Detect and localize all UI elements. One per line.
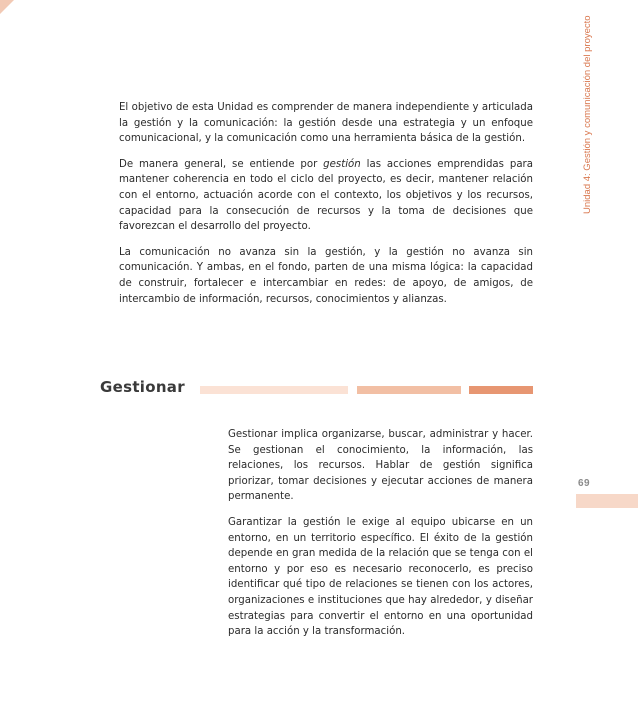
section-paragraph-1: Gestionar implica organizarse, buscar, administrar y hacer. Se gestionan el conocimiento, la información, las relaciones, los recursos. Hablar de gestión significa priorizar, tomar decisiones y ejecutar acciones de manera permanente. — [228, 429, 533, 503]
corner-decoration — [0, 0, 14, 14]
heading-bar-mid — [357, 386, 461, 394]
emphasized-term: gestión — [323, 158, 361, 170]
section-heading: Gestionar — [100, 378, 185, 396]
intro-paragraph-2-end: las acciones emprendidas para mantener coherencia en todo el ciclo del proyecto, es decir, mantener relación con el entorno, actuación acorde con el contexto, los objetivos y los recursos, capacidad para la consecución de recursos y la toma de decisiones que favorezcan el desarrollo del proyecto. — [119, 158, 533, 233]
page-number: 69 — [578, 478, 591, 489]
intro-paragraph-2-start: De manera general, se entiende por — [119, 158, 324, 170]
running-header: Unidad 4: Gestión y comunicación del proyecto — [582, 15, 593, 214]
heading-bar-dark — [469, 386, 533, 394]
heading-bar-light — [200, 386, 348, 394]
intro-text — [119, 100, 533, 317]
intro-paragraph-1: El objetivo de esta Unidad es comprender de manera independiente y articulada la gestión y la comunicación: la gestión desde una estrategia y un enfoque comunicacional, y la comunicación como una herramienta básica de la gestión. — [119, 102, 533, 145]
section-text — [228, 427, 533, 650]
page-number-bar — [576, 494, 638, 508]
intro-paragraph-2 — [119, 157, 533, 235]
section-paragraph-2: Garantizar la gestión le exige al equipo ubicarse en un entorno, en un territorio específico. El éxito de la gestión depende en gran medida de la relación que se tenga con el entorno y por eso es necesario reconocerlo, es preciso identificar qué tipo de relaciones se tienen con los actores, organizaciones e instituciones que hay alrededor, y diseñar estrategias para convertir el entorno en una oportunidad para la acción y la transformación. — [228, 516, 533, 638]
intro-paragraph-3: La comunicación no avanza sin la gestión, y la gestión no avanza sin comunicación. Y ambas, en el fondo, parten de una misma lógica: la capacidad de construir, fortalecer e intercambiar en redes: de apoyo, de amigos, de intercambio de información, recursos, conocimientos y alianzas. — [119, 246, 533, 305]
